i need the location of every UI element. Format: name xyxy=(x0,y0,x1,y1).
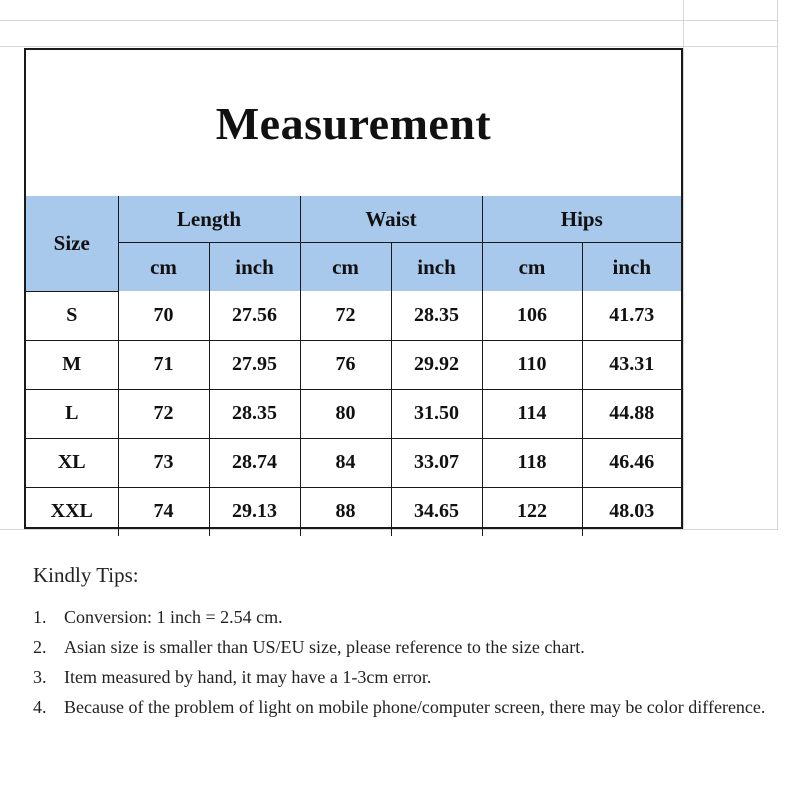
size-cell: L xyxy=(26,389,118,438)
size-table xyxy=(26,196,681,536)
unit-header: cm xyxy=(482,243,582,292)
tip-text: Conversion: 1 inch = 2.54 cm. xyxy=(64,607,283,627)
value-cell: 71 xyxy=(118,340,209,389)
grid-line-top xyxy=(0,20,778,21)
value-cell: 41.73 xyxy=(582,291,681,340)
value-cell: 106 xyxy=(482,291,582,340)
value-cell: 27.95 xyxy=(209,340,300,389)
tip-text: Asian size is smaller than US/EU size, please reference to the size chart. xyxy=(64,637,585,657)
size-cell: XXL xyxy=(26,487,118,536)
unit-header: inch xyxy=(391,243,482,292)
value-cell: 122 xyxy=(482,487,582,536)
value-cell: 48.03 xyxy=(582,487,681,536)
header-row-groups xyxy=(26,196,681,243)
tip-text: Because of the problem of light on mobile phone/computer screen, there may be color difference. xyxy=(64,697,766,717)
value-cell: 80 xyxy=(300,389,391,438)
table-body xyxy=(26,291,681,536)
value-cell: 44.88 xyxy=(582,389,681,438)
value-cell: 29.92 xyxy=(391,340,482,389)
size-cell: S xyxy=(26,291,118,340)
table-row xyxy=(26,291,681,340)
unit-header: cm xyxy=(300,243,391,292)
value-cell: 73 xyxy=(118,438,209,487)
header-row-units xyxy=(26,243,681,292)
value-cell: 84 xyxy=(300,438,391,487)
tip-item xyxy=(33,602,773,632)
value-cell: 76 xyxy=(300,340,391,389)
tips-list xyxy=(33,602,773,722)
tip-number: 3. xyxy=(33,667,47,687)
value-cell: 72 xyxy=(118,389,209,438)
grid-line-right xyxy=(683,0,684,530)
size-cell: M xyxy=(26,340,118,389)
unit-header: cm xyxy=(118,243,209,292)
tip-number: 1. xyxy=(33,607,47,627)
grid-line-upper xyxy=(0,46,778,47)
grid-line-far-right xyxy=(777,0,778,530)
value-cell: 28.35 xyxy=(209,389,300,438)
value-cell: 72 xyxy=(300,291,391,340)
value-cell: 70 xyxy=(118,291,209,340)
value-cell: 88 xyxy=(300,487,391,536)
unit-header: inch xyxy=(209,243,300,292)
value-cell: 31.50 xyxy=(391,389,482,438)
unit-header: inch xyxy=(582,243,681,292)
tip-item xyxy=(33,662,773,692)
value-cell: 74 xyxy=(118,487,209,536)
value-cell: 118 xyxy=(482,438,582,487)
value-cell: 28.35 xyxy=(391,291,482,340)
waist-header: Waist xyxy=(300,196,482,243)
table-row xyxy=(26,438,681,487)
length-header: Length xyxy=(118,196,300,243)
tip-text: Item measured by hand, it may have a 1-3cm error. xyxy=(64,667,432,687)
tips-title: Kindly Tips: xyxy=(33,563,139,587)
tip-number: 4. xyxy=(33,697,47,717)
kindly-tips xyxy=(33,563,773,722)
hips-header: Hips xyxy=(482,196,681,243)
table-row xyxy=(26,487,681,536)
value-cell: 27.56 xyxy=(209,291,300,340)
value-cell: 43.31 xyxy=(582,340,681,389)
tip-item xyxy=(33,692,773,722)
size-chart xyxy=(24,48,683,529)
value-cell: 29.13 xyxy=(209,487,300,536)
tip-item xyxy=(33,632,773,662)
table-row xyxy=(26,389,681,438)
value-cell: 28.74 xyxy=(209,438,300,487)
chart-title: Measurement xyxy=(26,50,681,197)
value-cell: 34.65 xyxy=(391,487,482,536)
tip-number: 2. xyxy=(33,637,47,657)
value-cell: 33.07 xyxy=(391,438,482,487)
value-cell: 46.46 xyxy=(582,438,681,487)
table-row xyxy=(26,340,681,389)
value-cell: 110 xyxy=(482,340,582,389)
size-cell: XL xyxy=(26,438,118,487)
size-header: Size xyxy=(26,196,118,291)
value-cell: 114 xyxy=(482,389,582,438)
